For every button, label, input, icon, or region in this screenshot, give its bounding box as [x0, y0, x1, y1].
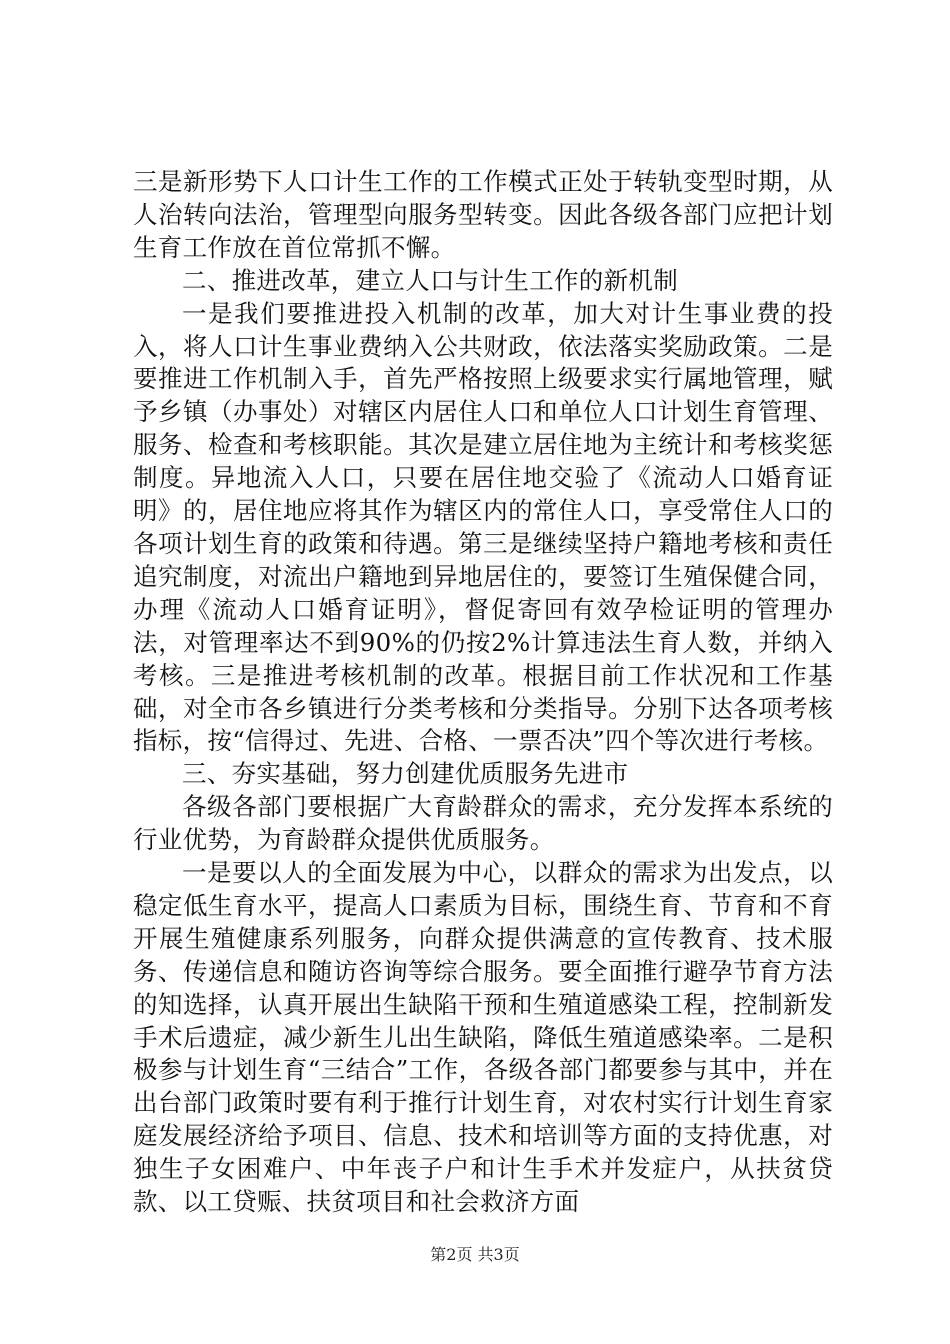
page-number-footer: 第2页 共3页	[430, 1245, 520, 1264]
paragraph-service-details: 一是要以人的全面发展为中心，以群众的需求为出发点，以稳定低生育水平，提高人口素质为目标，围绕生育、节育和不育开展生殖健康系列服务，向群众提供满意的宣传教育、技术服务、传递信息和随访咨询等综合服务。要全面推行避孕节育方法的知选择，认真开展出生缺陷干预和生殖道感染工程，控制新发手术后遗症，减少新生儿出生缺陷，降低生殖道感染率。二是积极参与计划生育“三结合”工作，各级各部门都要参与其中，并在出台部门政策时要有利于推行计划生育，对农村实行计划生育家庭发展经济给予项目、信息、技术和培训等方面的支持优惠，对独生子女困难户、中年丧子户和计生手术并发症户，从扶贫贷款、以工贷赈、扶贫项目和社会救济方面	[133, 858, 833, 1217]
paragraph-reform-details: 一是我们要推进投入机制的改革，加大对计生事业费的投入，将人口计生事业费纳入公共财政，依法落实奖励政策。二是要推进工作机制入手，首先严格按照上级要求实行属地管理，赋予乡镇（办事处）对辖区内居住人口和单位人口计划生育管理、服务、检查和考核职能。其次是建立居住地为主统计和考核奖惩制度。异地流入人口，只要在居住地交验了《流动人口婚育证明》的，居住地应将其作为辖区内的常住人口，享受常住人口的各项计划生育的政策和待遇。第三是继续坚持户籍地考核和责任追究制度，对流出户籍地到异地居住的，要签订生殖保健合同，办理《流动人口婚育证明》，督促寄回有效孕检证明的管理办法，对管理率达不到90%的仍按2%计算违法生育人数，并纳入考核。三是推进考核机制的改革。根据目前工作状况和工作基础，对全市各乡镇进行分类考核和分类指导。分别下达各项考核指标，按“信得过、先进、合格、一票否决”四个等次进行考核。	[133, 298, 833, 756]
paragraph-service-intro: 各级各部门要根据广大育龄群众的需求，充分发挥本系统的行业优势，为育龄群众提供优质服务。	[133, 792, 833, 855]
section-heading-foundation: 三、夯实基础，努力创建优质服务先进市	[182, 759, 629, 789]
section-heading-reform: 二、推进改革，建立人口与计生工作的新机制	[182, 265, 678, 295]
document-body	[133, 166, 833, 1219]
paragraph-continuation: 三是新形势下人口计生工作的工作模式正处于转轨变型时期，从人治转向法治，管理型向服务型转变。因此各级各部门应把计划生育工作放在首位常抓不懈。	[133, 167, 833, 262]
